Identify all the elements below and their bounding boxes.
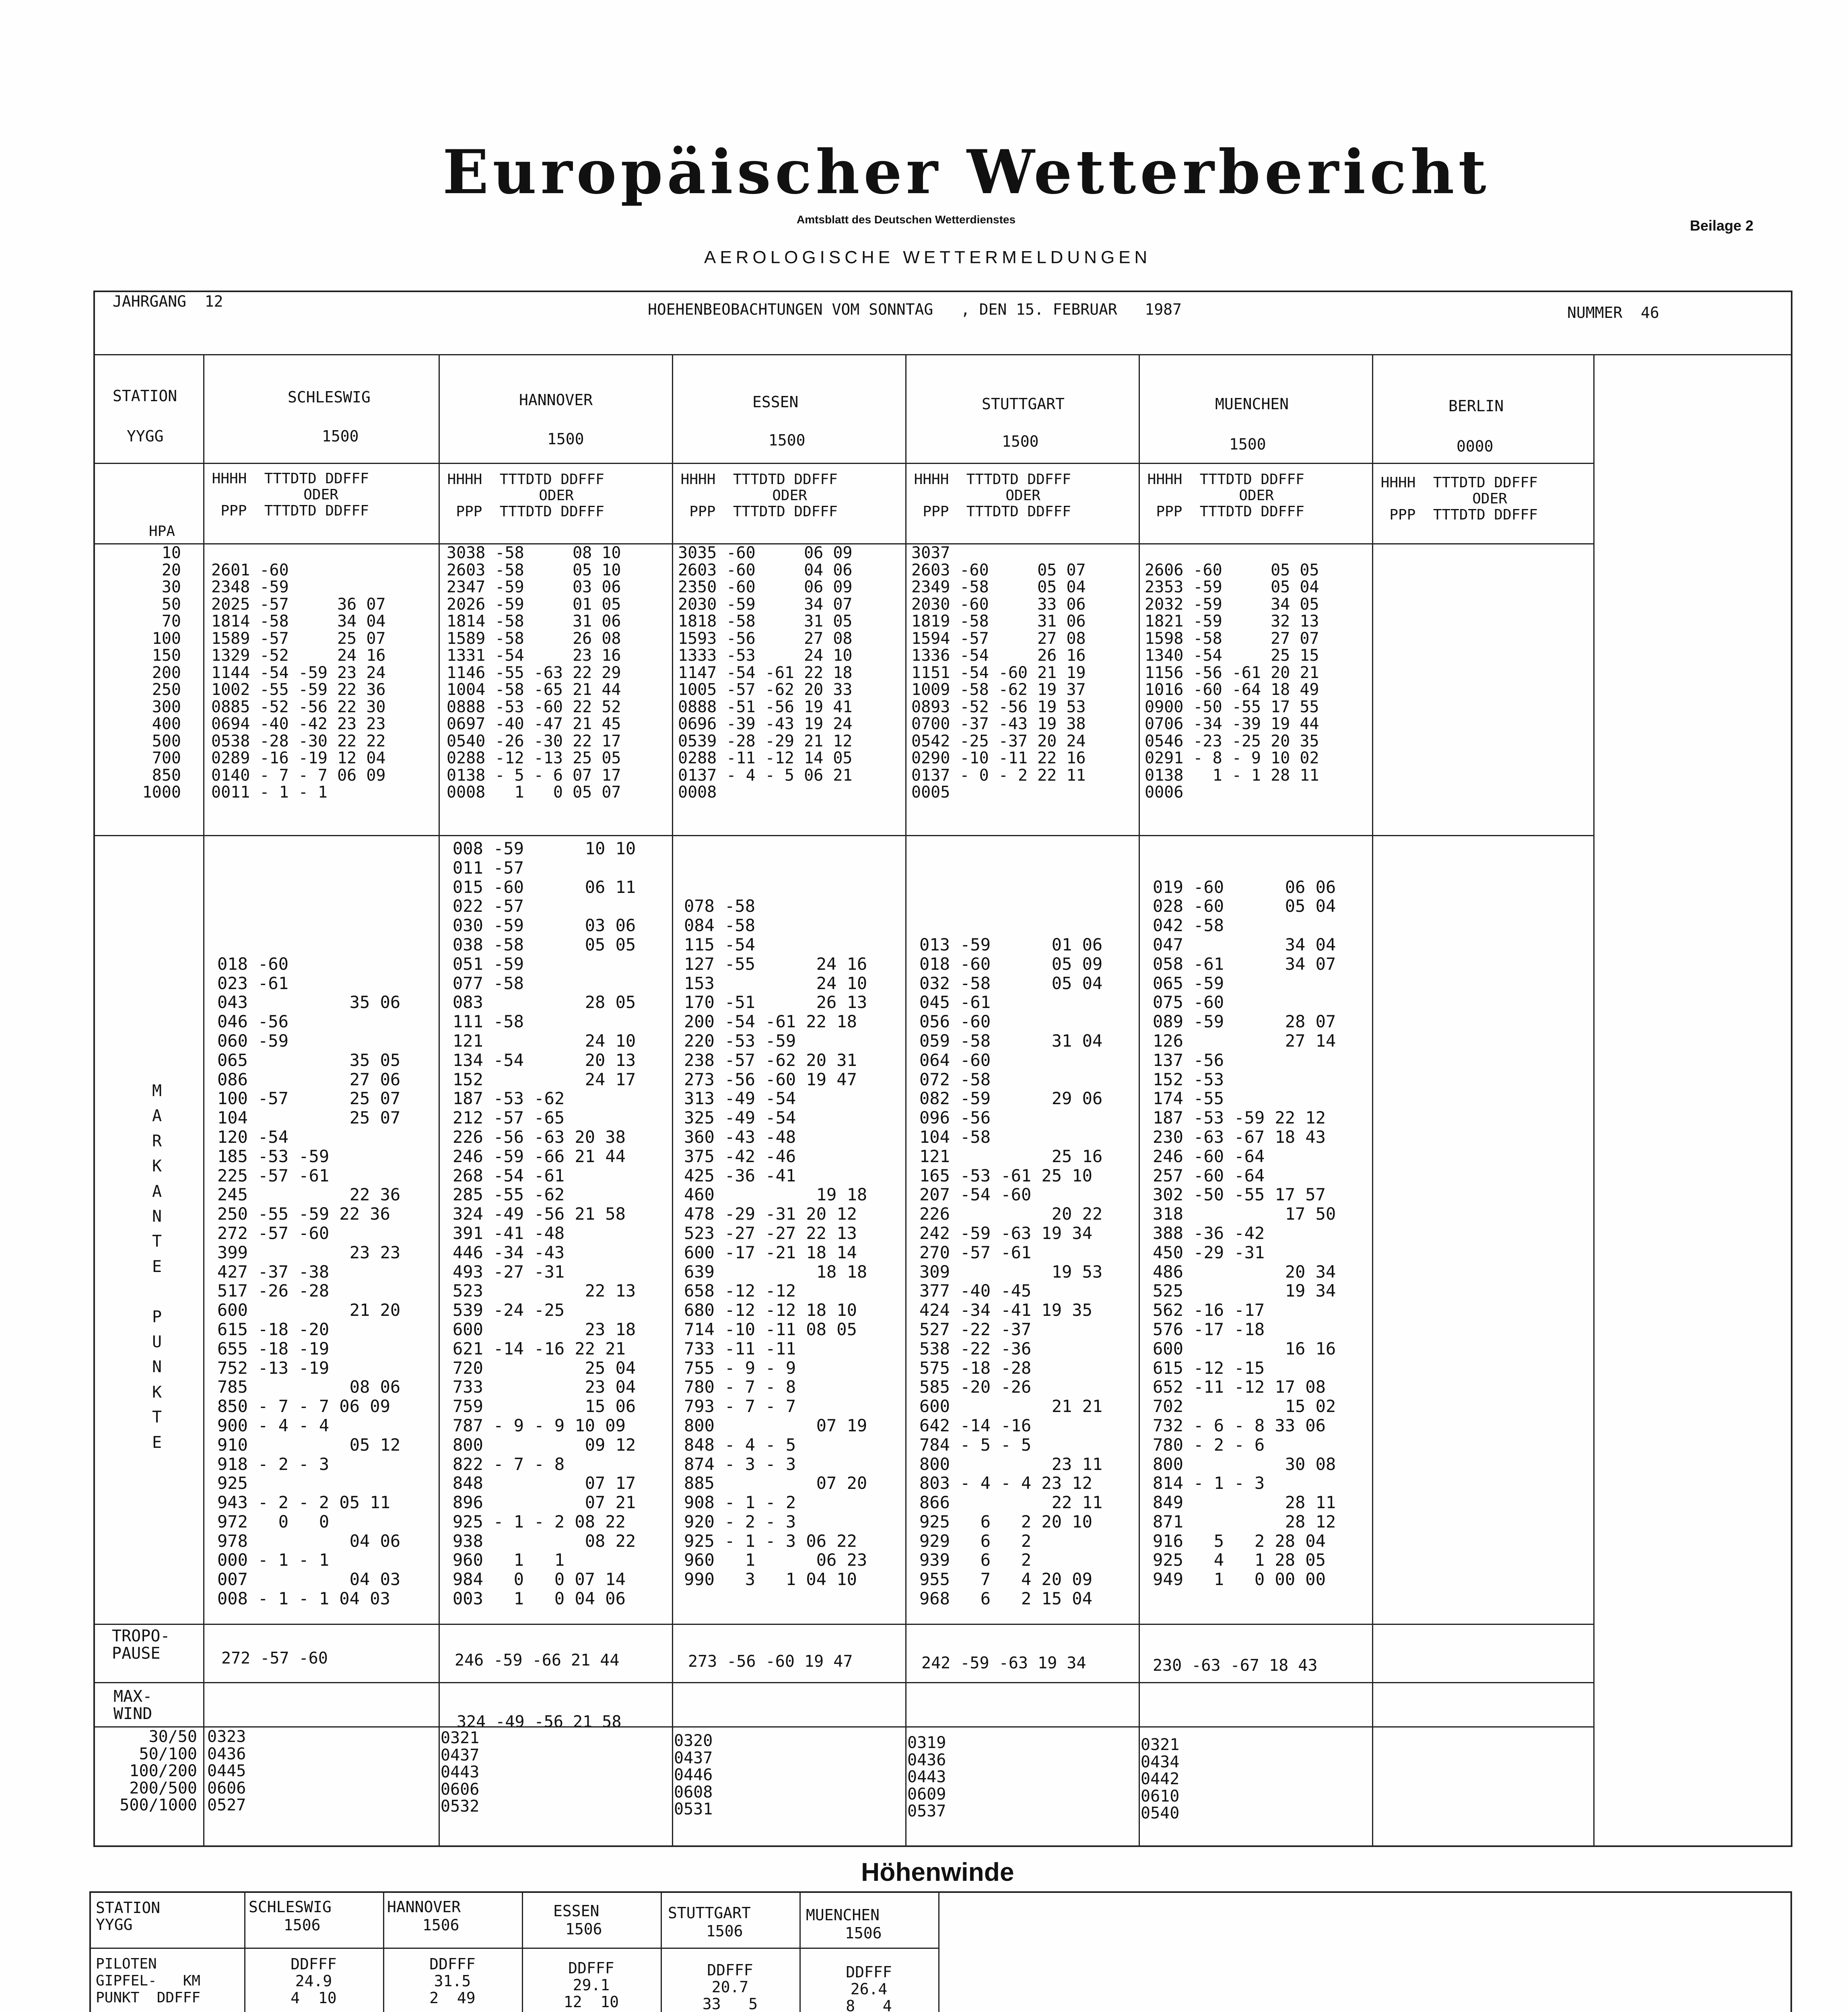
- observation-date: HOEHENBEOBACHTUNGEN VOM SONNTAG , DEN 15. FEBRUAR 1987: [648, 301, 1182, 318]
- standard-levels-hannover: 3038 -58 08 10 2603 -58 05 10 2347 -59 03 06 2026 -59 01 05 1814 -58 31 06 1589 -58 26 08 1331 -54 23 16 1146 -55 -63 22 29 1004 -58 -65 21 44 0888 -53 -60 22 52 0697 -40 -47 21 45 0540 -26 -30 22 17 0288 -12 -13 25 05 0138 - 5 - 6 07 17 0008 1 0 05 07: [447, 544, 621, 802]
- pressure-levels: 10 20 30 50 70 100 150 200 250 300 400 500 700 850 1000: [142, 544, 181, 802]
- station-name: MUENCHEN: [1215, 395, 1289, 413]
- pilot-data: DDFFF 20.7 33 5: [702, 1961, 758, 2012]
- station-name: MUENCHEN: [806, 1906, 880, 1924]
- hpa-label: HPA: [149, 523, 175, 540]
- significant-points-schleswig: 018 -60 023 -61 043 35 06 046 -56 060 -59 065 35 05 086 27 06 100 -57 25 07 104 25 07 120 -54 185 -53 -59 225 -57 -61 245 22 36 250 -55 -59 22 36 272 -57 -60 399 23 23 427 -37 -38 517 -26 -28 600 21 20 615 -18 -20 655 -18 -19 752 -13 -19 785 08 06 850 - 7 - 7 06 09 900 - 4 - 4 910 05 12 918 - 2 - 3 925 943 - 2 - 2 05 11 972 0 0 978 04 06 000 - 1 - 1 007 04 03 008 - 1 - 1 04 03: [217, 954, 401, 1609]
- pilot-data: DDFFF 26.4 8 4: [846, 1963, 892, 2012]
- tropopause-value: 230 -63 -67 18 43: [1153, 1656, 1318, 1675]
- station-yygg: 1506: [565, 1920, 602, 1938]
- station-name: ESSEN: [752, 393, 799, 411]
- station-yygg: 1500: [322, 427, 359, 445]
- station-name: SCHLESWIG: [288, 388, 371, 406]
- pilot-data: DDFFF 24.9 4 10: [290, 1955, 337, 2007]
- column-header: HHHH TTTDTD DDFFF ODER PPP TTTDTD DDFFF: [1147, 471, 1304, 520]
- significant-points-muenchen: 019 -60 06 06 028 -60 05 04 042 -58 047 34 04 058 -61 34 07 065 -59 075 -60 089 -59 28 07 126 27 14 137 -56 152 -53 174 -55 187 -53 -59 22 12 230 -63 -67 18 43 246 -60 -64 257 -60 -64 302 -50 -55 17 57 318 17 50 388 -36 -42 450 -29 -31 486 20 34 525 19 34 562 -16 -17 576 -17 -18 600 16 16 615 -12 -15 652 -11 -12 17 08 702 15 02 732 - 6 - 8 33 06 780 - 2 - 6 800 30 08 814 - 1 - 3 849 28 11 871 28 12 916 5 2 28 04 925 4 1 28 05 949 1 0 00 00: [1153, 877, 1336, 1589]
- station-name: SCHLESWIG: [249, 1898, 332, 1916]
- column-header: HHHH TTTDTD DDFFF ODER PPP TTTDTD DDFFF: [447, 471, 604, 520]
- tropopause-value: 246 -59 -66 21 44: [455, 1651, 620, 1670]
- station-name: HANNOVER: [519, 391, 593, 409]
- station-yygg: 1500: [1229, 435, 1266, 453]
- column-header: HHHH TTTDTD DDFFF ODER PPP TTTDTD DDFFF: [914, 471, 1071, 520]
- station-name: HANNOVER: [387, 1898, 461, 1916]
- significant-points-stuttgart: 013 -59 01 06 018 -60 05 09 032 -58 05 04 045 -61 056 -60 059 -58 31 04 064 -60 072 -58 082 -59 29 06 096 -56 104 -58 121 25 16 165 -53 -61 25 10 207 -54 -60 226 20 22 242 -59 -63 19 34 270 -57 -61 309 19 53 377 -40 -45 424 -34 -41 19 35 527 -22 -37 538 -22 -36 575 -18 -28 585 -20 -26 600 21 21 642 -14 -16 784 - 5 - 5 800 23 11 803 - 4 - 4 23 12 866 22 11 925 6 2 20 10 929 6 2 939 6 2 955 7 4 20 09 968 6 2 15 04: [919, 934, 1103, 1609]
- column-header: HHHH TTTDTD DDFFF ODER PPP TTTDTD DDFFF: [680, 471, 838, 520]
- standard-levels-stuttgart: 3037 2603 -60 05 07 2349 -58 05 04 2030 -60 33 06 1819 -58 31 06 1594 -57 27 08 1336 -54 26 16 1151 -54 -60 21 19 1009 -58 -62 19 37 0893 -52 -56 19 53 0700 -37 -43 19 38 0542 -25 -37 20 24 0290 -10 -11 22 16 0137 - 0 - 2 22 11 0005: [911, 544, 1086, 802]
- station-name: STUTTGART: [668, 1904, 751, 1922]
- issue-number: NUMMER 46: [1567, 304, 1659, 322]
- maxwind-value: 324 -49 -56 21 58: [457, 1713, 622, 1731]
- pilot-data: DDFFF 31.5 2 49: [429, 1955, 476, 2007]
- hoehenwinde-title: Höhenwinde: [861, 1857, 1014, 1886]
- column-header: HHHH TTTDTD DDFFF ODER PPP TTTDTD DDFFF: [1380, 474, 1538, 523]
- shear-schleswig: 0323 0436 0445 0606 0527: [207, 1728, 246, 1814]
- station-name: BERLIN: [1448, 397, 1504, 415]
- station-yygg: 1500: [768, 431, 806, 449]
- yygg-label: YYGG: [127, 427, 164, 445]
- shear-muenchen: 0321 0434 0442 0610 0540: [1141, 1736, 1180, 1822]
- subtitle: Amtsblatt des Deutschen Wetterdienstes: [797, 213, 1016, 226]
- pilot-data: DDFFF 29.1 12 10: [563, 1959, 619, 2011]
- station-yygg: 1506: [284, 1916, 321, 1934]
- tropopause-label: TROPO- PAUSE: [112, 1627, 170, 1663]
- shear-essen: 0320 0437 0446 0608 0531: [674, 1732, 713, 1818]
- station-yygg: 0000: [1457, 437, 1494, 455]
- supplement-label: Beilage 2: [1690, 217, 1754, 234]
- station-yygg: 1506: [422, 1916, 459, 1934]
- standard-levels-schleswig: 2601 -60 2348 -59 2025 -57 36 07 1814 -58 34 04 1589 -57 25 07 1329 -52 24 16 1144 -54 -59 23 24 1002 -55 -59 22 36 0885 -52 -56 22 30 0694 -40 -42 23 23 0538 -28 -30 22 22 0289 -16 -19 12 04 0140 - 7 - 7 06 09 0011 - 1 - 1: [211, 561, 386, 802]
- newspaper-title: Europäischer Wetterbericht: [443, 137, 1490, 208]
- station-yygg: 1500: [1002, 433, 1039, 450]
- tropopause-value: 273 -56 -60 19 47: [688, 1652, 853, 1671]
- station-label: STATION: [113, 387, 177, 405]
- tropopause-value: 242 -59 -63 19 34: [921, 1654, 1086, 1672]
- station-name: STUTTGART: [982, 395, 1065, 413]
- maxwind-label: MAX- WIND: [113, 1687, 152, 1723]
- station-yygg: 1500: [547, 430, 584, 448]
- column-header: HHHH TTTDTD DDFFF ODER PPP TTTDTD DDFFF: [212, 470, 369, 519]
- section-title: AEROLOGISCHE WETTERMELDUNGEN: [704, 247, 1152, 267]
- tropopause-value: 272 -57 -60: [221, 1649, 328, 1668]
- station-yygg: 1506: [845, 1924, 882, 1942]
- station-yygg: 1506: [706, 1922, 743, 1940]
- jahrgang-label: JAHRGANG 12: [113, 293, 223, 310]
- shear-stuttgart: 0319 0436 0443 0609 0537: [907, 1734, 946, 1820]
- station-name: ESSEN: [553, 1902, 600, 1920]
- station-label: STATION YYGG: [96, 1899, 161, 1934]
- significant-points-label: M A R K A N T E P U N K T E: [152, 1082, 162, 1452]
- significant-points-essen: 078 -58 084 -58 115 -54 127 -55 24 16 153 24 10 170 -51 26 13 200 -54 -61 22 18 220 -53 -59 238 -57 -62 20 31 273 -56 -60 19 47 313 -49 -54 325 -49 -54 360 -43 -48 375 -42 -46 425 -36 -41 460 19 18 478 -29 -31 20 12 523 -27 -27 22 13 600 -17 -21 18 14 639 18 18 658 -12 -12 680 -12 -12 18 10 714 -10 -11 08 05 733 -11 -11 755 - 9 - 9 780 - 7 - 8 793 - 7 - 7 800 07 19 848 - 4 - 5 874 - 3 - 3 885 07 20 908 - 1 - 2 920 - 2 - 3 925 - 1 - 3 06 22 960 1 06 23 990 3 1 04 10: [684, 896, 867, 1589]
- shear-labels: 30/50 50/100 100/200 200/500 500/1000: [119, 1728, 197, 1814]
- significant-points-hannover: 008 -59 10 10 011 -57 015 -60 06 11 022 -57 030 -59 03 06 038 -58 05 05 051 -59 077 -58 083 28 05 111 -58 121 24 10 134 -54 20 13 152 24 17 187 -53 -62 212 -57 -65 226 -56 -63 20 38 246 -59 -66 21 44 268 -54 -61 285 -55 -62 324 -49 -56 21 58 391 -41 -48 446 -34 -43 493 -27 -31 523 22 13 539 -24 -25 600 23 18 621 -14 -16 22 21 720 25 04 733 23 04 759 15 06 787 - 9 - 9 10 09 800 09 12 822 - 7 - 8 848 07 17 896 07 21 925 - 1 - 2 08 22 938 08 22 960 1 1 984 0 0 07 14 003 1 0 04 06: [453, 839, 636, 1609]
- pilot-label: PILOTEN GIPFEL- KM PUNKT DDFFF: [96, 1956, 201, 2006]
- shear-hannover: 0321 0437 0443 0606 0532: [441, 1729, 480, 1816]
- standard-levels-essen: 3035 -60 06 09 2603 -60 04 06 2350 -60 06 09 2030 -59 34 07 1818 -58 31 05 1593 -56 27 08 1333 -53 24 10 1147 -54 -61 22 18 1005 -57 -62 20 33 0888 -51 -56 19 41 0696 -39 -43 19 24 0539 -28 -29 21 12 0288 -11 -12 14 05 0137 - 4 - 5 06 21 0008: [678, 544, 853, 802]
- standard-levels-muenchen: 2606 -60 05 05 2353 -59 05 04 2032 -59 34 05 1821 -59 32 13 1598 -58 27 07 1340 -54 25 15 1156 -56 -61 20 21 1016 -60 -64 18 49 0900 -50 -55 17 55 0706 -34 -39 19 44 0546 -23 -25 20 35 0291 - 8 - 9 10 02 0138 1 - 1 28 11 0006: [1145, 561, 1319, 802]
